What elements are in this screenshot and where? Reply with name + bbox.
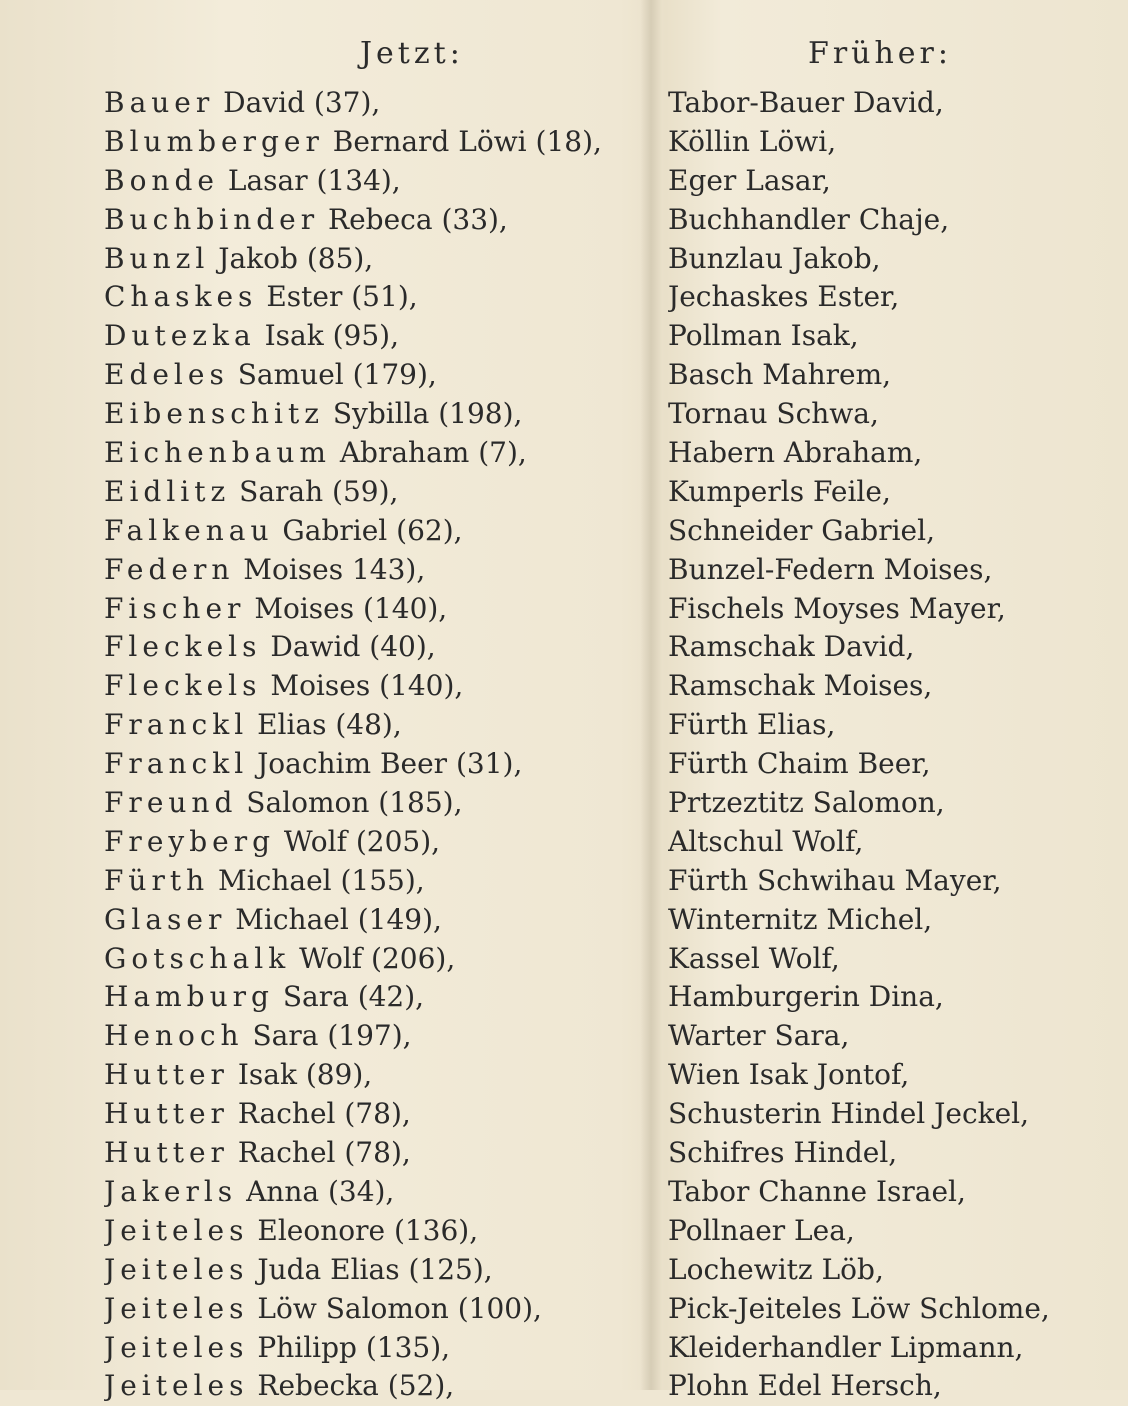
former-name-entry: Pick-Jeiteles Löw Schlome, bbox=[668, 1291, 1050, 1325]
surname: Fischer bbox=[104, 591, 246, 625]
former-name-entry: Basch Mahrem, bbox=[668, 358, 892, 392]
surname: Jeiteles bbox=[104, 1369, 249, 1403]
former-name-entry: Lochewitz Löb, bbox=[668, 1252, 884, 1286]
given-name-and-number: Moises (140), bbox=[270, 669, 464, 703]
given-name-and-number: Rachel (78), bbox=[237, 1136, 411, 1170]
current-name-entry bbox=[104, 551, 644, 590]
current-name-entry bbox=[104, 1290, 644, 1329]
former-name-entry: Bunzlau Jakob, bbox=[668, 241, 881, 275]
given-name-and-number: Salomon (185), bbox=[246, 786, 463, 820]
current-name-entry bbox=[104, 240, 644, 279]
former-name-entry: Pollnaer Lea, bbox=[668, 1213, 855, 1247]
surname: Fürth bbox=[104, 863, 210, 897]
former-name-entry: Altschul Wolf, bbox=[668, 824, 864, 858]
surname: Jeiteles bbox=[104, 1330, 249, 1364]
given-name-and-number: Sarah (59), bbox=[239, 474, 399, 508]
current-name-entry bbox=[104, 667, 644, 706]
surname: Bauer bbox=[104, 86, 215, 119]
surname: Gotschalk bbox=[104, 941, 291, 975]
current-name-entry bbox=[104, 317, 644, 356]
current-name-entry bbox=[104, 1095, 644, 1134]
current-name-entry bbox=[104, 1017, 644, 1056]
surname: Jeiteles bbox=[104, 1252, 249, 1286]
given-name-and-number: Wolf (206), bbox=[299, 941, 456, 975]
surname: Dutezka bbox=[104, 319, 256, 353]
former-name-entry: Eger Lasar, bbox=[668, 163, 831, 197]
current-name-entry bbox=[104, 1173, 644, 1212]
former-name-entry: Fürth Schwihau Mayer, bbox=[668, 863, 1002, 897]
given-name-and-number: Jakob (85), bbox=[218, 241, 374, 275]
former-name-entry: Ramschak Moises, bbox=[668, 669, 933, 703]
current-name-entry bbox=[104, 201, 644, 240]
current-name-entry bbox=[104, 745, 644, 784]
current-name-entry bbox=[104, 278, 644, 317]
surname: Eidlitz bbox=[104, 474, 231, 508]
current-names-column bbox=[104, 84, 644, 1406]
surname: Chaskes bbox=[104, 280, 258, 314]
given-name-and-number: Löw Salomon (100), bbox=[257, 1291, 542, 1325]
surname: Bonde bbox=[104, 163, 219, 197]
former-name-entry: Fischels Moyses Mayer, bbox=[668, 591, 1006, 625]
current-name-entry bbox=[104, 1251, 644, 1290]
current-name-entry bbox=[104, 862, 644, 901]
current-name-entry bbox=[104, 978, 644, 1017]
current-name-entry bbox=[104, 1134, 644, 1173]
former-name-entry: Tabor-Bauer David, bbox=[668, 86, 944, 119]
given-name-and-number: Joachim Beer (31), bbox=[257, 747, 523, 781]
given-name-and-number: Dawid (40), bbox=[270, 630, 436, 664]
current-name-entry bbox=[104, 473, 644, 512]
former-name-entry: Fürth Chaim Beer, bbox=[668, 747, 931, 781]
given-name-and-number: Isak (95), bbox=[264, 319, 399, 353]
former-name-entry: Schusterin Hindel Jeckel, bbox=[668, 1097, 1030, 1131]
surname: Franckl bbox=[104, 747, 249, 781]
surname: Fleckels bbox=[104, 669, 262, 703]
current-name-entry bbox=[104, 395, 644, 434]
current-name-entry bbox=[104, 901, 644, 940]
header-before: Früher: bbox=[808, 36, 953, 71]
current-name-entry bbox=[104, 162, 644, 201]
given-name-and-number: David (37), bbox=[223, 86, 381, 119]
surname: Freund bbox=[104, 786, 238, 820]
former-name-entry: Ramschak David, bbox=[668, 630, 915, 664]
former-name-entry: Fürth Elias, bbox=[668, 708, 836, 742]
given-name-and-number: Bernard Löwi (18), bbox=[332, 124, 602, 158]
given-name-and-number: Abraham (7), bbox=[339, 436, 527, 470]
surname: Hutter bbox=[104, 1136, 229, 1170]
surname: Eichenbaum bbox=[104, 436, 331, 470]
former-name-entry: Schifres Hindel, bbox=[668, 1136, 898, 1170]
surname: Franckl bbox=[104, 708, 249, 742]
given-name-and-number: Sybilla (198), bbox=[332, 397, 523, 431]
given-name-and-number: Lasar (134), bbox=[227, 163, 401, 197]
current-name-entry bbox=[104, 706, 644, 745]
surname: Jeiteles bbox=[104, 1213, 249, 1247]
former-name-entry: Kumperls Feile, bbox=[668, 474, 891, 508]
former-name-entry: Wien Isak Jontof, bbox=[668, 1058, 910, 1092]
given-name-and-number: Philipp (135), bbox=[257, 1330, 451, 1364]
given-name-and-number: Eleonore (136), bbox=[257, 1213, 479, 1247]
given-name-and-number: Sara (42), bbox=[282, 980, 425, 1014]
given-name-and-number: Rebeca (33), bbox=[328, 202, 508, 236]
current-name-entry bbox=[104, 1329, 644, 1368]
former-name-entry: Schneider Gabriel, bbox=[668, 513, 935, 547]
current-name-entry bbox=[104, 784, 644, 823]
surname: Falkenau bbox=[104, 513, 274, 547]
given-name-and-number: Michael (155), bbox=[218, 863, 425, 897]
given-name-and-number: Juda Elias (125), bbox=[257, 1252, 493, 1286]
given-name-and-number: Elias (48), bbox=[257, 708, 402, 742]
former-name-entry: Tornau Schwa, bbox=[668, 397, 879, 431]
surname: Henoch bbox=[104, 1019, 244, 1053]
surname: Jakerls bbox=[104, 1174, 238, 1208]
given-name-and-number: Michael (149), bbox=[235, 902, 442, 936]
former-name-entry: Jechaskes Ester, bbox=[668, 280, 900, 314]
given-name-and-number: Rebecka (52), bbox=[257, 1369, 455, 1403]
current-name-entry bbox=[104, 84, 644, 123]
header-now: Jetzt: bbox=[360, 36, 464, 71]
former-name-entry: Prtzeztitz Salomon, bbox=[668, 786, 945, 820]
former-name-entry: Köllin Löwi, bbox=[668, 124, 837, 158]
current-name-entry bbox=[104, 434, 644, 473]
surname: Jeiteles bbox=[104, 1291, 249, 1325]
surname: Fleckels bbox=[104, 630, 262, 664]
given-name-and-number: Anna (34), bbox=[246, 1174, 395, 1208]
current-name-entry bbox=[104, 1367, 644, 1406]
surname: Federn bbox=[104, 552, 235, 586]
current-name-entry bbox=[104, 823, 644, 862]
surname: Eibenschitz bbox=[104, 397, 324, 431]
former-name-entry: Kleiderhandler Lipmann, bbox=[668, 1330, 1024, 1364]
surname: Bunzl bbox=[104, 241, 210, 275]
given-name-and-number: Sara (197), bbox=[252, 1019, 412, 1053]
current-name-entry bbox=[104, 1056, 644, 1095]
former-name-entry: Pollman Isak, bbox=[668, 319, 859, 353]
current-name-entry bbox=[104, 940, 644, 979]
current-name-entry bbox=[104, 356, 644, 395]
current-name-entry bbox=[104, 512, 644, 551]
current-name-entry bbox=[104, 123, 644, 162]
former-name-entry: Bunzel-Federn Moises, bbox=[668, 552, 993, 586]
given-name-and-number: Samuel (179), bbox=[237, 358, 437, 392]
given-name-and-number: Isak (89), bbox=[237, 1058, 373, 1092]
surname: Hamburg bbox=[104, 980, 274, 1014]
former-name-entry: Habern Abraham, bbox=[668, 436, 923, 470]
former-name-entry: Buchhandler Chaje, bbox=[668, 202, 950, 236]
surname: Hutter bbox=[104, 1058, 229, 1092]
current-name-entry bbox=[104, 1212, 644, 1251]
given-name-and-number: Rachel (78), bbox=[237, 1097, 411, 1131]
surname: Freyberg bbox=[104, 824, 276, 858]
current-name-entry bbox=[104, 590, 644, 629]
given-name-and-number: Wolf (205), bbox=[283, 824, 441, 858]
former-name-entry: Warter Sara, bbox=[668, 1019, 850, 1053]
given-name-and-number: Ester (51), bbox=[266, 280, 418, 314]
surname: Hutter bbox=[104, 1097, 229, 1131]
former-names-column bbox=[668, 84, 1108, 1406]
former-name-entry: Winternitz Michel, bbox=[668, 902, 933, 936]
given-name-and-number: Gabriel (62), bbox=[282, 513, 463, 547]
surname: Blumberger bbox=[104, 124, 324, 158]
surname: Glaser bbox=[104, 902, 227, 936]
former-name-entry: Tabor Channe Israel, bbox=[668, 1174, 966, 1208]
surname: Buchbinder bbox=[104, 202, 320, 236]
given-name-and-number: Moises 143), bbox=[243, 552, 426, 586]
former-name-entry: Plohn Edel Hersch, bbox=[668, 1369, 942, 1403]
given-name-and-number: Moises (140), bbox=[254, 591, 448, 625]
former-name-entry: Kassel Wolf, bbox=[668, 941, 840, 975]
former-name-entry: Hamburgerin Dina, bbox=[668, 980, 944, 1014]
current-name-entry bbox=[104, 628, 644, 667]
surname: Edeles bbox=[104, 358, 229, 392]
